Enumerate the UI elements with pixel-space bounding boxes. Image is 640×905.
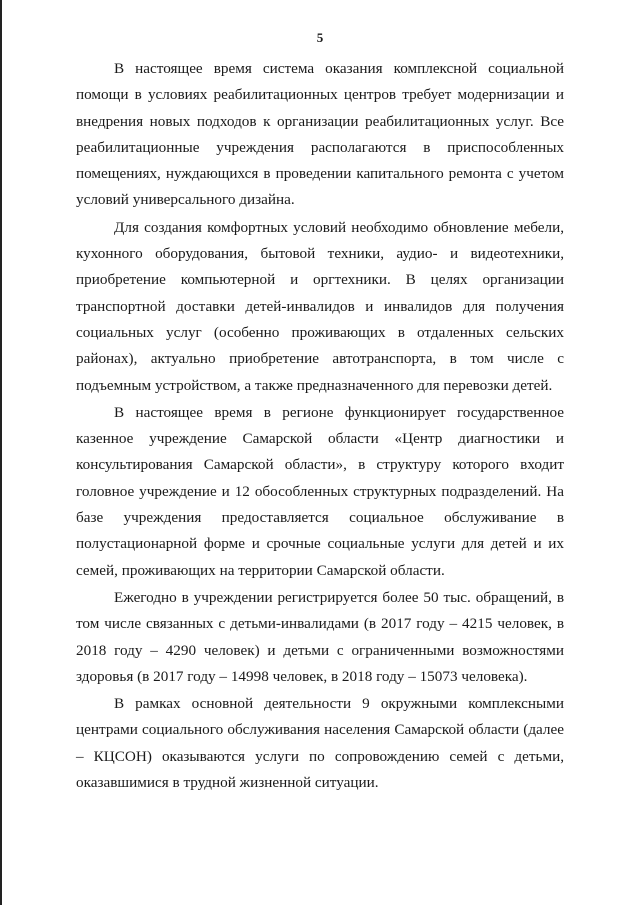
paragraph-rehab-centers: В настоящее время система оказания комплексной социальной помощи в условиях реабилитационных центров требует модернизации и внедрения новых подходов к организации реабилитационных услуг. Все реабилитационные учреждения располагаются в приспособленных помещениях, нуждающихся в проведении капитального ремонта с учетом условий универсального дизайна. — [76, 60, 564, 209]
paragraph-diagnostics-center: В настоящее время в регионе функционирует государственное казенное учреждение Самарской области «Центр диагностики и консультирования Самарской области», в структуру которого входит головное учреждение и 12 обособленных структурных подразделений. На базе учреждения предоставляется социальное обслуживание в полустационарной форме и срочные социальные услуги для детей и их семей, проживающих на территории Самарской области. — [76, 403, 564, 579]
paragraph-comfort-conditions: Для создания комфортных условий необходимо обновление мебели, кухонного оборудования, бытовой техники, аудио- и видеотехники, приобретение компьютерной и оргтехники. В целях организации транспортной доставки детей-инвалидов и инвалидов для получения социальных услуг (особенно проживающих в отдаленных сельских районах), актуально приобретение автотранспорта, в том числе с подъемным устройством, а также предназначенного для перевозки детей. — [76, 218, 564, 394]
paragraph-kcson-services: В рамках основной деятельности 9 окружными комплексными центрами социального обслуживания населения Самарской области (далее – КЦСОН) оказываются услуги по сопровождению семей с детьми, оказавшимися в трудной жизненной ситуации. — [76, 695, 564, 792]
page-number: 5 — [316, 30, 324, 45]
document-body — [76, 56, 564, 797]
scan-edge-line — [0, 0, 2, 905]
paragraph-annual-requests: Ежегодно в учреждении регистрируется более 50 тыс. обращений, в том числе связанных с детьми-инвалидами (в 2017 году – 4215 человек, в 2018 году – 4290 человек) и детьми с ограниченными возможностями здоровья (в 2017 году – 14998 человек, в 2018 году – 15073 человека). — [76, 588, 564, 685]
